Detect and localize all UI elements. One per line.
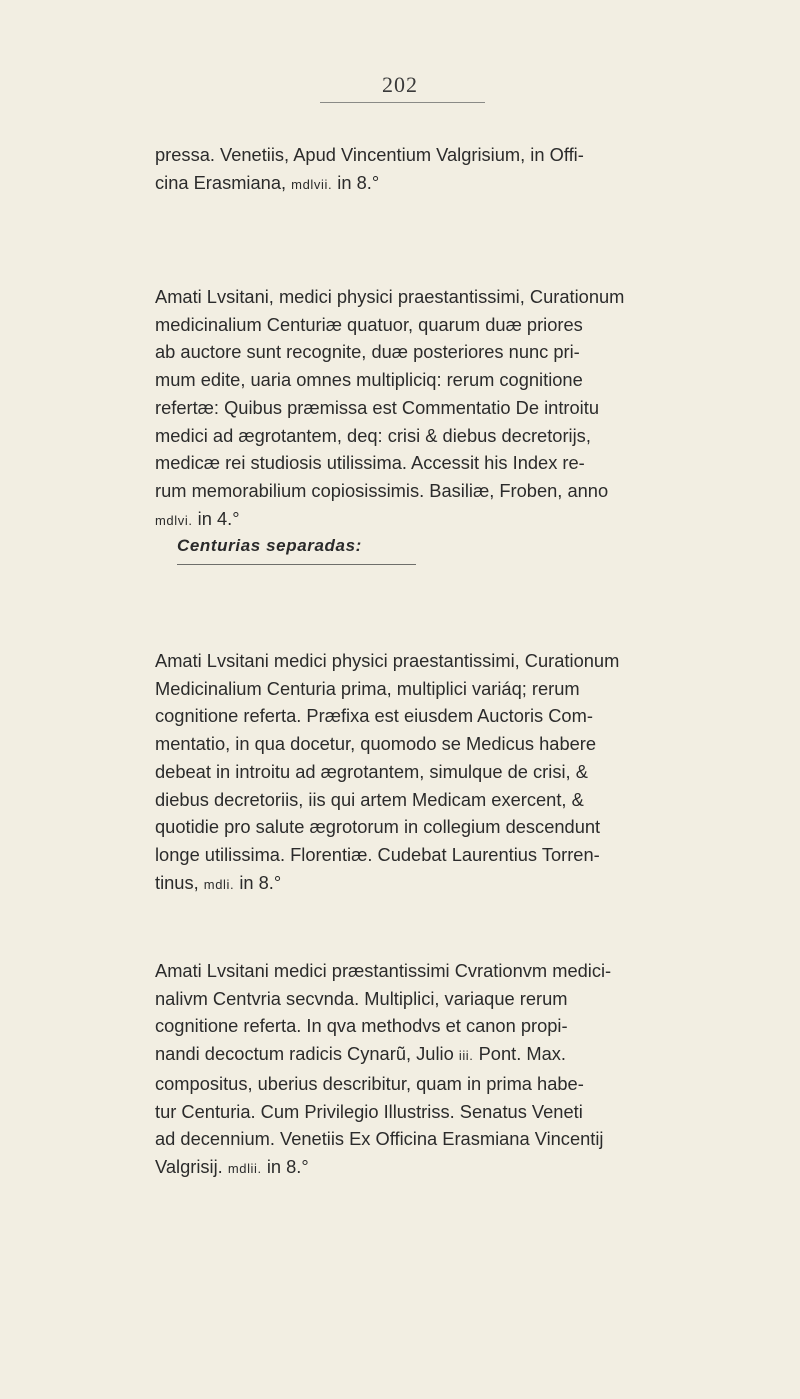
text-line: nalivm Centvria secvnda. Multiplici, variaque rerum	[155, 987, 568, 1009]
text-line: Amati Lvsitani, medici physici praestantissimi, Curationum	[155, 286, 625, 307]
bibliography-entry	[155, 647, 655, 898]
text-fragment: Pont. Max.	[473, 1043, 566, 1065]
header-rule	[320, 102, 485, 103]
text-fragment: in 8.°	[261, 1155, 309, 1177]
text-line	[155, 869, 655, 899]
text-fragment: in 8.°	[332, 171, 380, 193]
text-line	[155, 169, 655, 199]
text-fragment: in 8.°	[234, 871, 282, 893]
text-line: quotidie pro salute ægrotorum in collegium descendunt	[155, 816, 601, 838]
text-line: mum edite, uaria omnes multipliciq: rerum cognitione	[155, 369, 583, 391]
text-fragment: cina Erasmiana,	[155, 171, 292, 193]
text-line: medici ad ægrotantem, deq: crisi & diebus decretorijs,	[155, 424, 591, 446]
page-number: 202	[382, 72, 418, 97]
text-line	[155, 1153, 655, 1183]
text-fragment: Valgrisij.	[155, 1155, 228, 1177]
text-fragment: nandi decoctum radicis Cynarũ, Julio	[155, 1043, 459, 1065]
text-line: medicinalium Centuriæ quatuor, quarum duæ priores	[155, 313, 583, 335]
text-line: compositus, uberius describitur, quam in prima habe-	[155, 1072, 584, 1094]
text-fragment: in 4.°	[192, 507, 240, 529]
text-line: Amati Lvsitani medici physici praestantissimi, Curationum	[155, 650, 620, 671]
roman-numeral-date: mdlii.	[227, 1160, 262, 1176]
text-line: refertæ: Quibus præmissa est Commentatio De introitu	[155, 396, 599, 418]
text-line: tur Centuria. Cum Privilegio Illustriss. Senatus Veneti	[155, 1100, 583, 1122]
bibliography-entry	[155, 283, 655, 534]
text-line	[155, 505, 655, 535]
roman-numeral-date: mdlvii.	[291, 176, 333, 192]
section-heading-underline	[177, 564, 416, 565]
text-line	[155, 1040, 655, 1070]
text-line: rum memorabilium copiosissimis. Basiliæ, Froben, anno	[155, 479, 609, 501]
section-heading: Centurias separadas:	[177, 536, 362, 555]
text-line: medicæ rei studiosis utilissima. Accessit his Index re-	[155, 452, 585, 474]
text-line: cognitione referta. In qva methodvs et canon propi-	[155, 1015, 568, 1037]
text-line: cognitione referta. Præfixa est eiusdem Auctoris Com-	[155, 705, 593, 727]
roman-numeral: iii.	[458, 1048, 474, 1064]
text-line: pressa. Venetiis, Apud Vincentium Valgrisium, in Offi-	[155, 144, 584, 165]
text-line: Medicinalium Centuria prima, multiplici variáq; rerum	[155, 677, 580, 699]
text-line: mentatio, in qua docetur, quomodo se Medicus habere	[155, 733, 597, 755]
text-line: ab auctore sunt recognite, duæ posteriores nunc pri-	[155, 341, 580, 363]
roman-numeral-date: mdli.	[203, 876, 235, 892]
text-line: diebus decretoriis, iis qui artem Medicam exercent, &	[155, 788, 584, 810]
text-fragment: tinus,	[155, 871, 204, 893]
text-line: Amati Lvsitani medici præstantissimi Cvrationvm medici-	[155, 960, 612, 981]
text-line: ad decennium. Venetiis Ex Officina Erasmiana Vincentij	[155, 1128, 604, 1150]
text-line: debeat in introitu ad ægrotantem, simulque de crisi, &	[155, 760, 588, 782]
bibliography-entry-continuation	[155, 141, 655, 198]
roman-numeral-date: mdlvi.	[155, 512, 193, 528]
bibliography-entry	[155, 957, 655, 1183]
text-line: longe utilissima. Florentiæ. Cudebat Laurentius Torren-	[155, 843, 600, 865]
